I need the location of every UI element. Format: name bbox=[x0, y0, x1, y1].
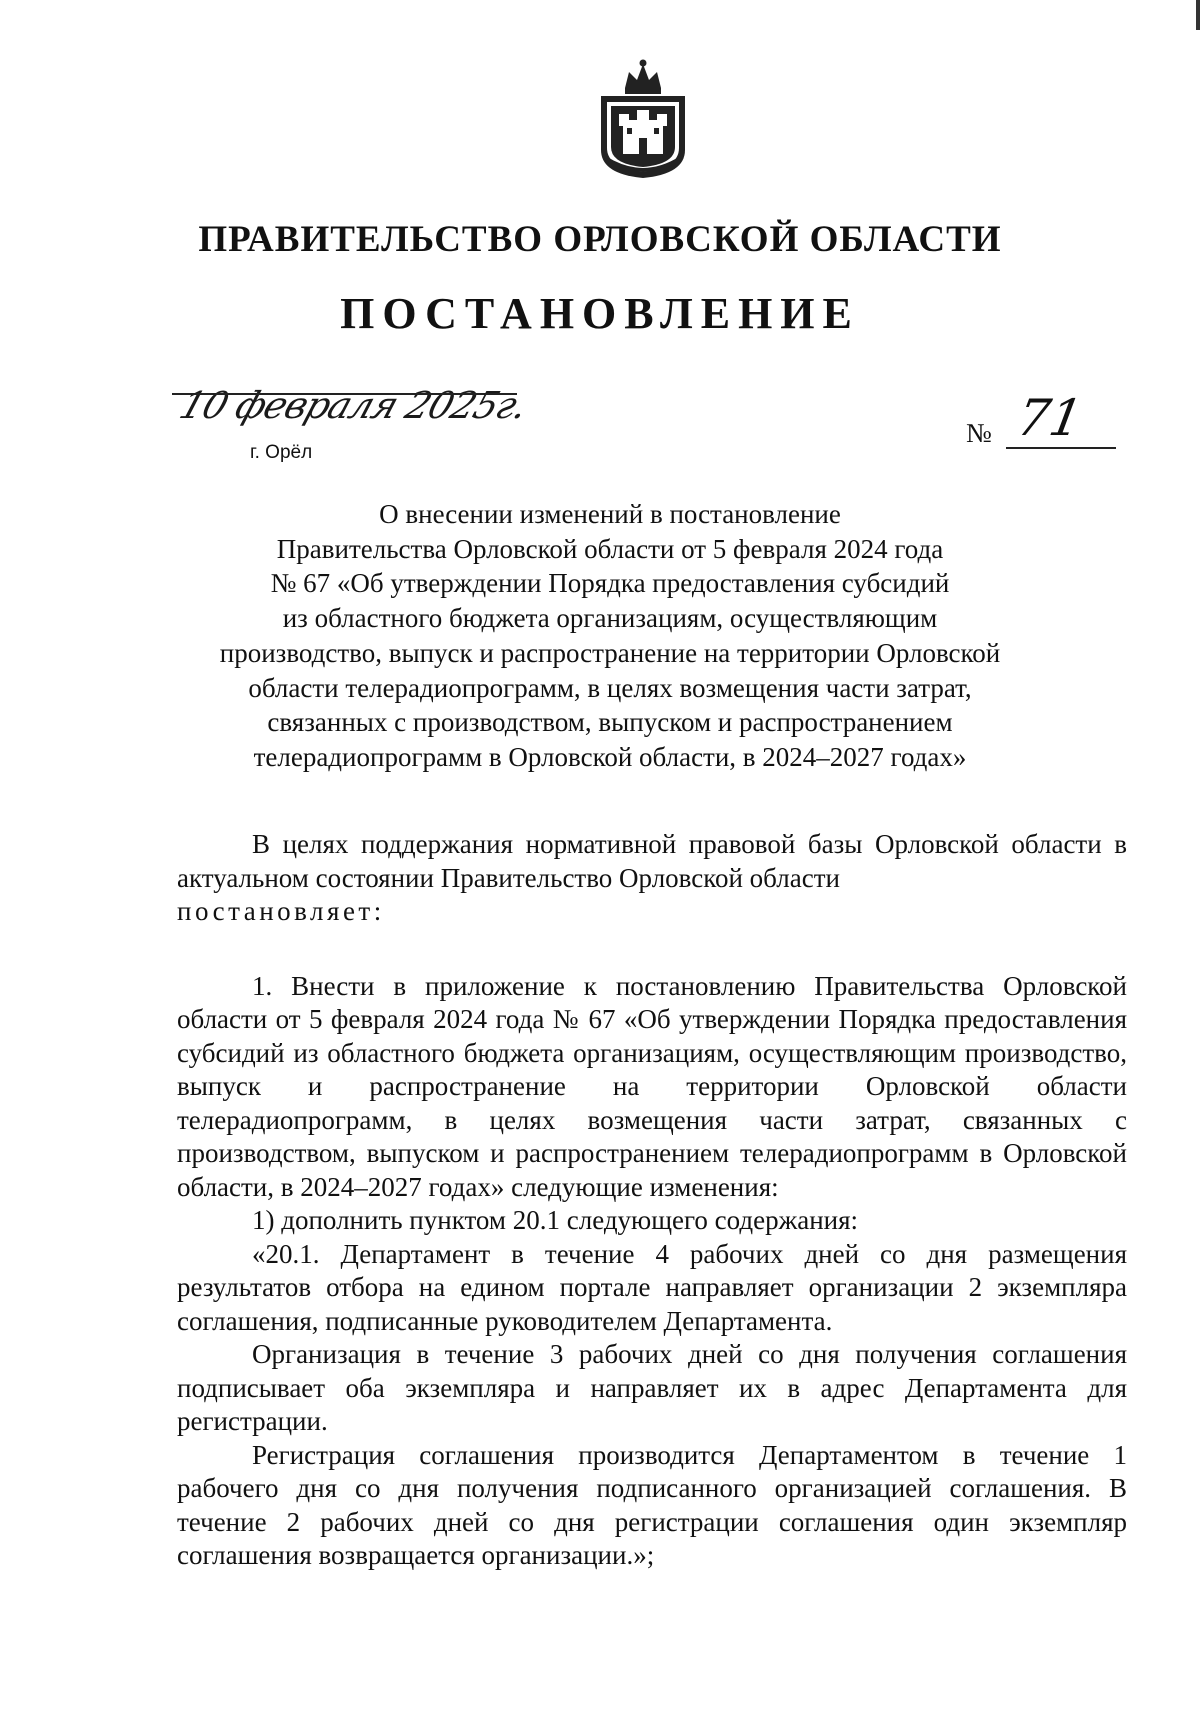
subitem-1-paragraph: 1) дополнить пунктом 20.1 следующего содержания: bbox=[252, 1205, 859, 1235]
subject-line: О внесении изменений в постановление bbox=[379, 499, 841, 529]
item-1-paragraph: 1. Внести в приложение к постановлению Правительства Орловской области от 5 февраля 2024 года № 67 «Об утверждении Порядка предоставления субсидий из областного бюджета организациям, осуществляющим производство, выпуск и распространение на территории Орловской области телерадиопрограмм, в целях возмещения части затрат, связанных с производством, выпуском и распространением телерадиопрограмм в Орловской области, в 2024–2027 годах» следующие изменения: bbox=[177, 970, 1127, 1202]
document-number bbox=[966, 389, 1116, 451]
date-underline bbox=[172, 393, 517, 395]
subject-line: области телерадиопрограмм, в целях возмещения части затрат, bbox=[248, 672, 972, 703]
subject-line: телерадиопрограмм в Орловской области, в 2024–2027 годах» bbox=[253, 741, 967, 772]
subject-line: Правительства Орловской области от 5 февраля 2024 года bbox=[276, 533, 944, 564]
number-underline bbox=[1006, 447, 1116, 449]
registration-paragraph: Регистрация соглашения производится Департаментом в течение 1 рабочего дня со дня получения подписанного организацией соглашения. В течение 2 рабочих дней со дня регистрации соглашения один экземпляр соглашения возвращается организации.»; bbox=[177, 1439, 1127, 1570]
handwritten-date: 10 февраля 2025г. bbox=[174, 384, 533, 427]
government-title: ПРАВИТЕЛЬСТВО ОРЛОВСКОЙ ОБЛАСТИ bbox=[198, 219, 1002, 260]
coat-of-arms-icon bbox=[595, 58, 691, 180]
handwritten-number: 71 bbox=[1012, 389, 1087, 447]
place-of-issue: г. Орёл bbox=[250, 442, 313, 463]
scan-edge-mark bbox=[1196, 0, 1200, 30]
subject-line: из областного бюджета организациям, осуществляющим bbox=[282, 603, 938, 634]
subject-line: связанных с производством, выпуском и распространением bbox=[267, 707, 953, 738]
organization-paragraph: Организация в течение 3 рабочих дней со дня получения соглашения подписывает оба экземпляра и направляет их в адрес Департамента для регистрации. bbox=[177, 1339, 1127, 1436]
decree-word: постановляет: bbox=[177, 896, 385, 926]
para-20-1: «20.1. Департамент в течение 4 рабочих дней со дня размещения результатов отбора на едином портале направляет организации 2 экземпляра соглашения, подписанные руководителем Департамента. bbox=[177, 1238, 1127, 1336]
subject-line: производство, выпуск и распространение на территории Орловской bbox=[219, 637, 1001, 668]
number-label: № bbox=[966, 418, 992, 448]
preamble-paragraph: В целях поддержания нормативной правовой базы Орловской области в актуальном состоянии Правительство Орловской области bbox=[177, 829, 1127, 893]
document-body bbox=[177, 828, 1127, 1573]
document-type: ПОСТАНОВЛЕНИЕ bbox=[340, 289, 860, 338]
document-subject bbox=[200, 497, 1020, 775]
subject-line: № 67 «Об утверждении Порядка предоставления субсидий bbox=[270, 568, 950, 599]
